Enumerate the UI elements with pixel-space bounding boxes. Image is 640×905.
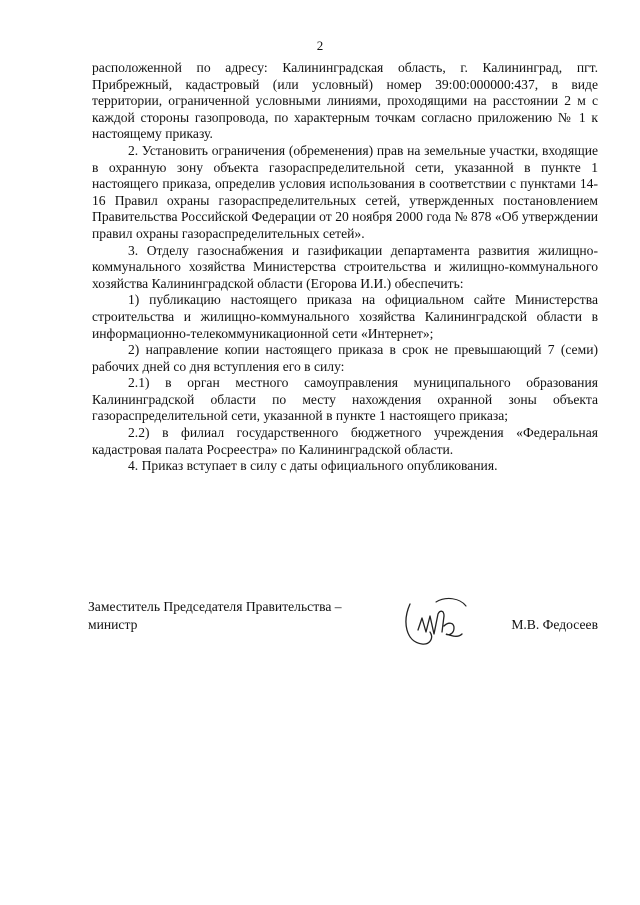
- signatory-title-line-1: Заместитель Председателя Правительства –: [88, 599, 342, 614]
- signatory-name: М.В. Федосеев: [511, 617, 598, 632]
- paragraph-item-3-1: 1) публикацию настоящего приказа на официальном сайте Министерства строительства и жилищно-коммунального хозяйства Калининградской области в информационно-телекоммуникационной сети «Интернет»;: [92, 292, 598, 341]
- signatory-title: [88, 598, 388, 634]
- page-number: 2: [316, 38, 324, 53]
- paragraph-item-3: 3. Отделу газоснабжения и газификации департамента развития жилищно-коммунального хозяйства Министерства строительства и жилищно-коммунального хозяйства Калининградской области (Егорова И.И.) обеспечить:: [92, 242, 598, 291]
- paragraph-item-3-2: 2) направление копии настоящего приказа в срок не превышающий 7 (семи) рабочих дней со дня вступления его в силу:: [92, 342, 598, 374]
- paragraph-item-3-2-2: 2.2) в филиал государственного бюджетного учреждения «Федеральная кадастровая палата Росреестра» по Калининградской области.: [92, 425, 598, 457]
- document-body: [92, 60, 598, 475]
- paragraph-item-2: 2. Установить ограничения (обременения) прав на земельные участки, входящие в охранную зону объекта газораспределительной сети, указанной в пункте 1 настоящего приказа, определив условия использования в соответствии с пунктами 14-16 Правил охраны газораспределительных сетей, утвержденных постановлением Правительства Российской Федерации от 20 ноября 2000 года № 878 «Об утверждении правил охраны газораспределительных сетей».: [92, 142, 598, 241]
- signature-block: [88, 598, 608, 658]
- paragraph-item-3-2-1: 2.1) в орган местного самоуправления муниципального образования Калининградской области по месту нахождения охранной зоны объекта газораспределительной сети, указанной в пункте 1 настоящего приказа;: [92, 375, 598, 424]
- handwritten-signature-icon: [400, 592, 480, 652]
- signatory-title-line-2: министр: [88, 617, 138, 632]
- paragraph-continuation: расположенной по адресу: Калининградская область, г. Калининград, пгт. Прибрежный, кадастровый (или условный) номер 39:00:000000:437, в виде территории, ограниченной условными линиями, проходящими на расстоянии 2 м с каждой стороны газопровода, по характерным точкам согласно приложению № 1 к настоящему приказу.: [92, 60, 598, 142]
- paragraph-item-4: 4. Приказ вступает в силу с даты официального опубликования.: [128, 458, 498, 474]
